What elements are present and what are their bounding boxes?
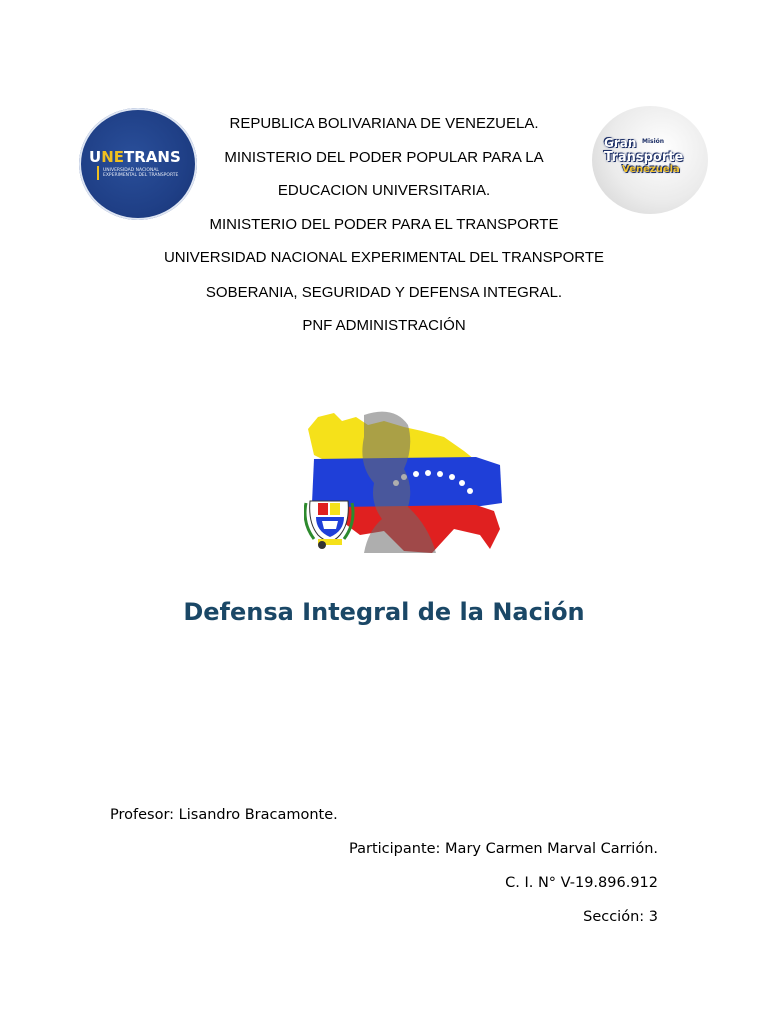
header-line-7: PNF ADMINISTRACIÓN [302,317,466,334]
unetrans-subtitle: UNIVERSIDAD NACIONAL EXPERIMENTAL DEL TRANSPORTE [103,168,179,178]
unetrans-brand: UNETRANS [89,148,181,166]
header-line-4: MINISTERIO DEL PODER PARA EL TRANSPORTE [209,216,559,233]
header-line-2: MINISTERIO DEL PODER POPULAR PARA LA [224,149,544,166]
logo-accent-bar [97,166,99,180]
profesor-text: Profesor: Lisandro Bracamonte. [110,807,338,823]
logo-right-line3: Venezuela [622,164,680,175]
document-title: Defensa Integral de la Nación [183,598,585,626]
logo-right-mini: Misión [642,138,665,145]
seccion-text: Sección: 3 [583,909,658,925]
header-line-6: SOBERANIA, SEGURIDAD Y DEFENSA INTEGRAL. [205,284,563,301]
ci-text: C. I. N° V-19.896.912 [505,875,658,891]
header-line-3: EDUCACION UNIVERSITARIA. [277,182,491,199]
header-line-5: UNIVERSIDAD NACIONAL EXPERIMENTAL DEL TRANSPORTE [163,249,605,266]
participante-text: Participante: Mary Carmen Marval Carrión. [349,841,658,857]
logo-right-line2: Transporte [604,150,684,165]
header-line-1: REPUBLICA BOLIVARIANA DE VENEZUELA. [229,115,539,132]
venezuela-flag-map-emblem-icon [304,407,504,557]
logo-right-line1: Gran [604,136,637,150]
